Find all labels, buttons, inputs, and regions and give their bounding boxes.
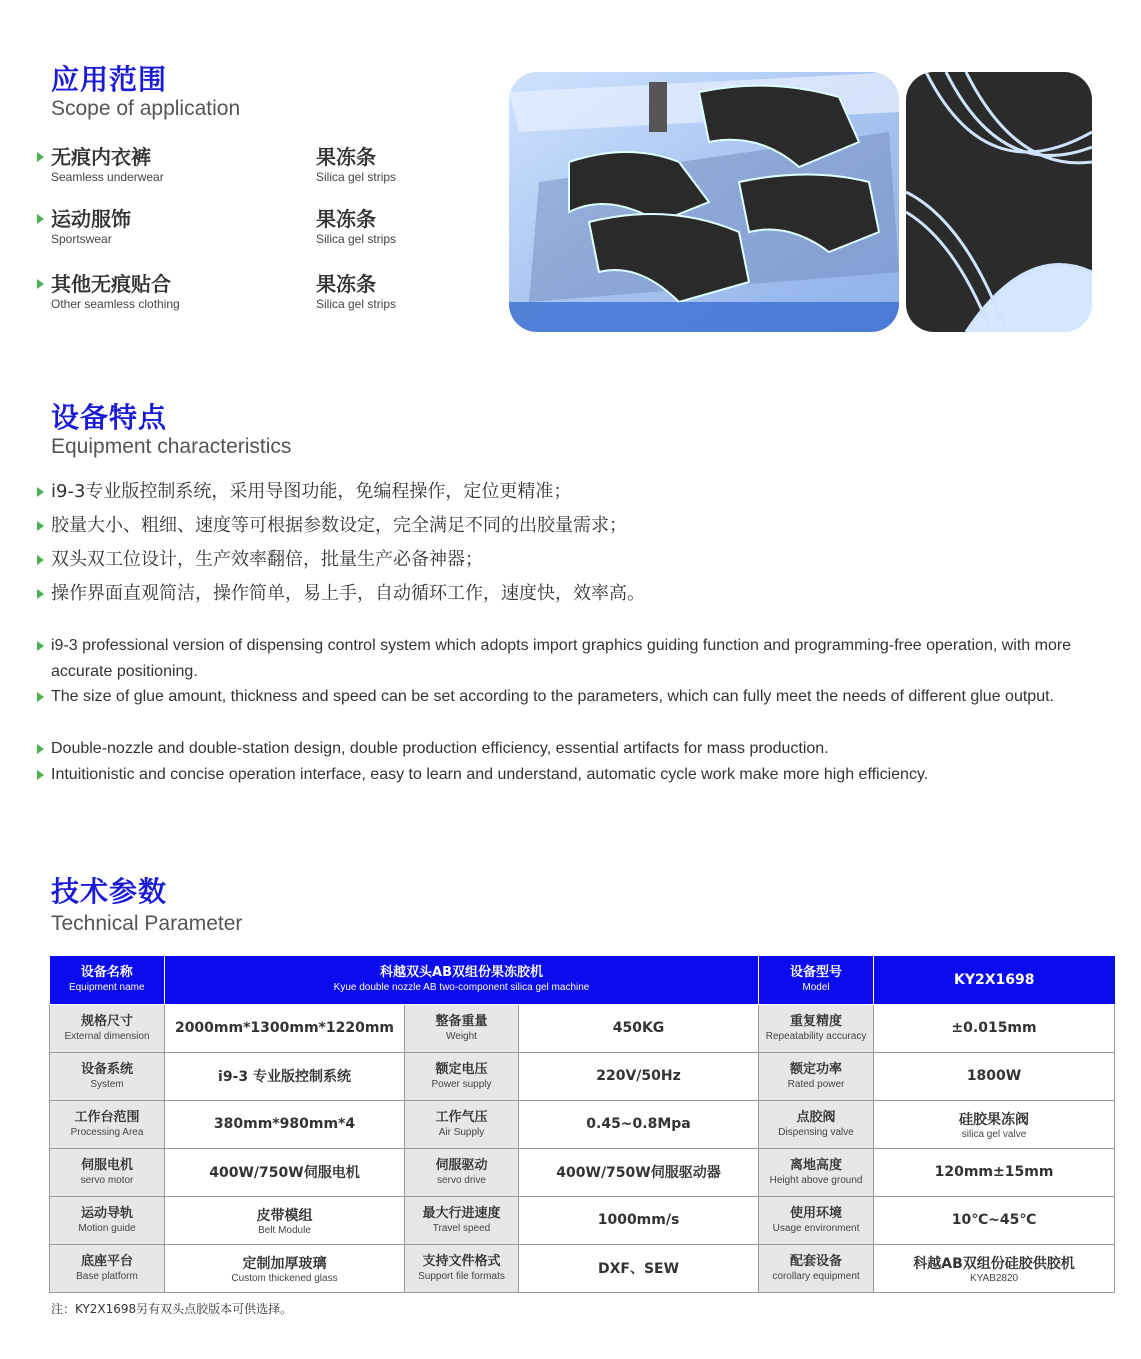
param-label: 离地高度 Height above ground [759,1148,874,1196]
param-label: 伺服驱动 servo drive [405,1148,519,1196]
spec-table [49,956,1115,1293]
param-label: 工作台范围 Processing Area [50,1100,165,1148]
tech-title: 技术参数 [51,875,168,908]
table-row [50,1004,1115,1052]
param-value: 400W/750W伺服电机 [165,1148,405,1196]
scope-item-title: 运动服饰 [51,207,131,231]
footnote: 注：KY2X1698另有双头点胶版本可供选择。 [51,1302,293,1316]
param-value: 2000mm*1300mm*1220mm [165,1004,405,1052]
param-value: 科越AB双组份硅胶供胶机 KYAB2820 [874,1244,1115,1292]
param-label: 使用环境 Usage environment [759,1196,874,1244]
param-value: 1800W [874,1052,1115,1100]
scope-item-value: 果冻条 [316,145,376,169]
param-label: 工作气压 Air Supply [405,1100,519,1148]
param-value: 1000mm/s [519,1196,759,1244]
param-label: 额定电压 Power supply [405,1052,519,1100]
param-value: 120mm±15mm [874,1148,1115,1196]
param-label: 配套设备 corollary equipment [759,1244,874,1292]
table-row [50,1100,1115,1148]
table-header-row [50,956,1115,1004]
scope-item-subtitle: Other seamless clothing [51,297,180,311]
bullet-triangle-icon [37,521,44,531]
bullet-triangle-icon [37,487,44,497]
bullet-triangle-icon [37,152,44,162]
param-label: 点胶阀 Dispensing valve [759,1100,874,1148]
param-value: 定制加厚玻璃 Custom thickened glass [165,1244,405,1292]
scope-item-value-en: Silica gel strips [316,297,397,311]
scope-item-title: 无痕内衣裤 [51,145,151,169]
table-row [50,1148,1115,1196]
feature-en-item: Double-nozzle and double-station design, double production efficiency, essential artifacts for mass production. [51,740,829,757]
scope-item-value-en: Silica gel strips [316,232,397,246]
bullet-triangle-icon [37,589,44,599]
model-value: KY2X1698 [874,956,1115,1004]
param-label: 最大行进速度 Travel speed [405,1196,519,1244]
param-value: 380mm*980mm*4 [165,1100,405,1148]
param-value: DXF、SEW [519,1244,759,1292]
feature-cn-item: 双头双工位设计，生产效率翻倍，批量生产必备神器； [51,549,483,570]
equipment-name-value: 科越双头AB双组份果冻胶机 Kyue double nozzle AB two-component silica gel machine [165,956,759,1004]
model-label: 设备型号 Model [759,956,874,1004]
feature-en-item: The size of glue amount, thickness and speed can be set according to the parameters, which can fully meet the needs of different glue output. [51,688,1054,705]
param-label: 支持文件格式 Support file formats [405,1244,519,1292]
param-label: 额定功率 Rated power [759,1052,874,1100]
param-value: 0.45~0.8Mpa [519,1100,759,1148]
bullet-triangle-icon [37,744,44,754]
feature-cn-item: 胶量大小、粗细、速度等可根据参数设定，完全满足不同的出胶量需求； [51,515,627,536]
bullet-triangle-icon [37,214,44,224]
feature-en-item: i9-3 professional version of dispensing control system which adopts import graphics guiding function and programming-free operation, with more accurate positioning. [51,637,1072,680]
tech-subtitle: Technical Parameter [51,912,243,935]
equipment-name-label: 设备名称 Equipment name [50,956,165,1004]
scope-subtitle: Scope of application [51,97,241,120]
param-label: 伺服电机 servo motor [50,1148,165,1196]
feature-cn-item: 操作界面直观简洁，操作简单，易上手，自动循环工作，速度快，效率高。 [51,583,645,604]
feature-en-item: Intuitionistic and concise operation interface, easy to learn and understand, automatic cycle work make more high efficiency. [51,766,929,783]
param-value: 10℃~45℃ [874,1196,1115,1244]
param-value: 450KG [519,1004,759,1052]
table-row [50,1196,1115,1244]
machine-photo [509,72,899,332]
closeup-photo [906,72,1092,332]
param-label: 整备重量 Weight [405,1004,519,1052]
table-row [50,1052,1115,1100]
table-row [50,1244,1115,1292]
scope-item-value: 果冻条 [316,207,376,231]
scope-item-subtitle: Seamless underwear [51,170,164,184]
bullet-triangle-icon [37,279,44,289]
param-label: 运动导轨 Motion guide [50,1196,165,1244]
param-value: 400W/750W伺服驱动器 [519,1148,759,1196]
features-subtitle: Equipment characteristics [51,435,292,458]
param-value: i9-3 专业版控制系统 [165,1052,405,1100]
param-label: 规格尺寸 External dimension [50,1004,165,1052]
bullet-triangle-icon [37,555,44,565]
feature-cn-item: i9-3专业版控制系统，采用导图功能，免编程操作，定位更精准； [51,481,572,502]
param-label: 设备系统 System [50,1052,165,1100]
param-label: 底座平台 Base platform [50,1244,165,1292]
param-value: 皮带模组 Belt Module [165,1196,405,1244]
scope-item-value: 果冻条 [316,272,376,296]
scope-item-subtitle: Sportswear [51,232,112,246]
param-value: 220V/50Hz [519,1052,759,1100]
scope-title: 应用范围 [51,63,168,96]
scope-item-value-en: Silica gel strips [316,170,397,184]
features-title: 设备特点 [51,401,168,434]
bullet-triangle-icon [37,641,44,651]
bullet-triangle-icon [37,692,44,702]
bullet-triangle-icon [37,770,44,780]
param-value: 硅胶果冻阀 silica gel valve [874,1100,1115,1148]
scope-item-title: 其他无痕贴合 [51,272,171,296]
param-label: 重复精度 Repeatability accuracy [759,1004,874,1052]
param-value: ±0.015mm [874,1004,1115,1052]
